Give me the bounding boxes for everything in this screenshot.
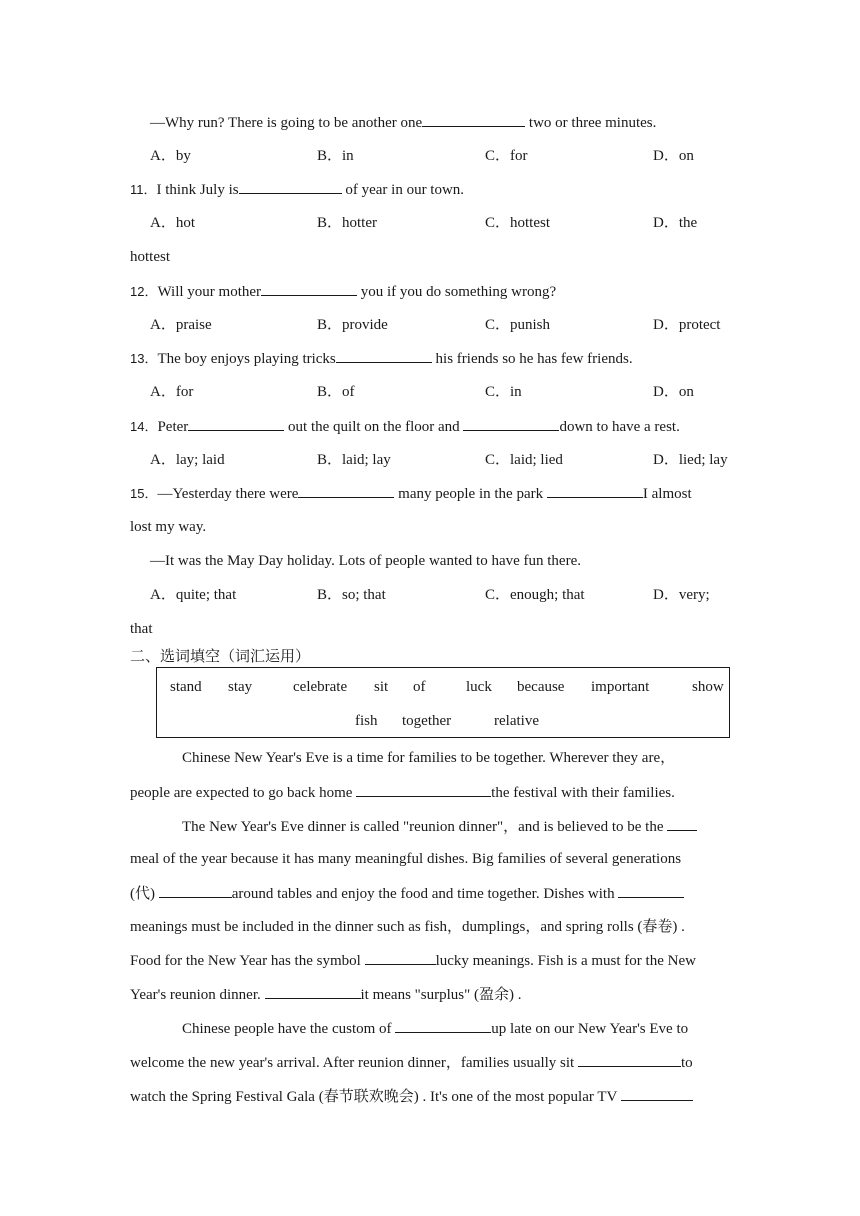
passage-blank-5[interactable]	[365, 950, 436, 965]
passage-blank-8[interactable]	[578, 1052, 681, 1067]
q14-option-c[interactable]: C．laid; lied	[485, 452, 563, 468]
q10-option-d[interactable]: D．on	[653, 148, 694, 164]
passage-line: The New Year's Eve dinner is called "reunion dinner"，and is believed to be the	[182, 816, 697, 837]
q15-reply: —It was the May Day holiday. Lots of people wanted to have fun there.	[150, 553, 581, 569]
passage-line: Year's reunion dinner. it means "surplus" (盈余) .	[130, 984, 521, 1005]
word-bank-item: fish	[355, 713, 378, 729]
passage-line: meal of the year because it has many meaningful dishes. Big families of several generations	[130, 851, 682, 867]
passage-line: meanings must be included in the dinner such as fish，dumplings，and spring rolls (春卷) .	[130, 919, 685, 935]
q15-option-d-wrap: that	[130, 621, 153, 637]
q15-stem-wrap: lost my way.	[130, 519, 207, 535]
passage-line: Chinese people have the custom of up late on our New Year's Eve to	[182, 1018, 688, 1039]
q12-option-b[interactable]: B．provide	[317, 317, 388, 333]
passage-line: (代) around tables and enjoy the food and time together. Dishes with	[130, 883, 684, 904]
q11-option-d-wrap: hottest	[130, 249, 170, 265]
q12-option-c[interactable]: C．punish	[485, 317, 551, 333]
q15-option-b[interactable]: B．so; that	[317, 587, 386, 603]
passage-blank-7[interactable]	[395, 1018, 491, 1033]
q13-option-c[interactable]: C．in	[485, 384, 522, 400]
q15-option-a[interactable]: A．quite; that	[150, 587, 237, 603]
passage-line: watch the Spring Festival Gala (春节联欢晚会) . It's one of the most popular TV	[130, 1086, 693, 1107]
q14-option-a[interactable]: A．lay; laid	[150, 452, 225, 468]
passage-blank-2[interactable]	[667, 816, 697, 831]
passage-line: welcome the new year's arrival. After reunion dinner，families usually sit to	[130, 1052, 693, 1073]
q10-option-c[interactable]: C．for	[485, 148, 528, 164]
q15-option-d[interactable]: D．very;	[653, 587, 710, 603]
passage-line: Food for the New Year has the symbol lucky meanings. Fish is a must for the New	[130, 950, 696, 971]
q11-option-b[interactable]: B．hotter	[317, 215, 377, 231]
section-heading: 二、选词填空（词汇运用）	[130, 647, 311, 665]
word-bank-box	[156, 667, 730, 738]
q15-blank-2[interactable]	[547, 483, 643, 498]
word-bank-item: because	[517, 679, 565, 695]
passage-line: Chinese New Year's Eve is a time for families to be together. Wherever they are，	[182, 750, 676, 766]
q10-reply: —Why run? There is going to be another one two or three minutes.	[150, 112, 656, 133]
q14-blank-2[interactable]	[463, 416, 559, 431]
q13-stem: 13．The boy enjoys playing tricks his friends so he has few friends.	[130, 348, 633, 369]
q15-stem: 15．—Yesterday there were many people in the park I almost	[130, 483, 692, 504]
q14-blank-1[interactable]	[188, 416, 284, 431]
passage-blank-3[interactable]	[159, 883, 232, 898]
q10-blank[interactable]	[422, 112, 525, 127]
passage-blank-9[interactable]	[621, 1086, 693, 1101]
passage-blank-1[interactable]	[356, 782, 491, 797]
passage-blank-4[interactable]	[618, 883, 684, 898]
passage-blank-6[interactable]	[265, 984, 361, 999]
q11-option-c[interactable]: C．hottest	[485, 215, 551, 231]
q13-option-d[interactable]: D．on	[653, 384, 694, 400]
word-bank-item: luck	[466, 679, 492, 695]
q14-stem: 14．Peter out the quilt on the floor and down to have a rest.	[130, 416, 680, 437]
q11-option-d[interactable]: D．the	[653, 215, 698, 231]
q11-stem: 11．I think July is of year in our town.	[130, 179, 464, 200]
word-bank-item: sit	[374, 679, 389, 695]
q14-option-d[interactable]: D．lied; lay	[653, 452, 728, 468]
q12-blank[interactable]	[261, 281, 357, 296]
q13-blank[interactable]	[336, 348, 432, 363]
word-bank-item: together	[402, 713, 452, 729]
word-bank-item: stand	[170, 679, 202, 695]
word-bank-item: stay	[228, 679, 253, 695]
word-bank-item: show	[692, 679, 724, 695]
word-bank-item: important	[591, 679, 650, 695]
word-bank-item: relative	[494, 713, 539, 729]
word-bank-item: celebrate	[293, 679, 348, 695]
q12-stem: 12．Will your mother you if you do something wrong?	[130, 281, 556, 302]
passage-line: people are expected to go back home the festival with their families.	[130, 782, 675, 803]
q15-option-c[interactable]: C．enough; that	[485, 587, 585, 603]
word-bank-item: of	[413, 679, 426, 695]
q11-blank[interactable]	[239, 179, 342, 194]
q14-option-b[interactable]: B．laid; lay	[317, 452, 391, 468]
q13-option-b[interactable]: B．of	[317, 384, 355, 400]
q10-option-b[interactable]: B．in	[317, 148, 354, 164]
q10-option-a[interactable]: A．by	[150, 148, 191, 164]
q15-blank-1[interactable]	[298, 483, 394, 498]
q12-option-a[interactable]: A．praise	[150, 317, 212, 333]
q12-option-d[interactable]: D．protect	[653, 317, 721, 333]
q13-option-a[interactable]: A．for	[150, 384, 194, 400]
q11-option-a[interactable]: A．hot	[150, 215, 196, 231]
